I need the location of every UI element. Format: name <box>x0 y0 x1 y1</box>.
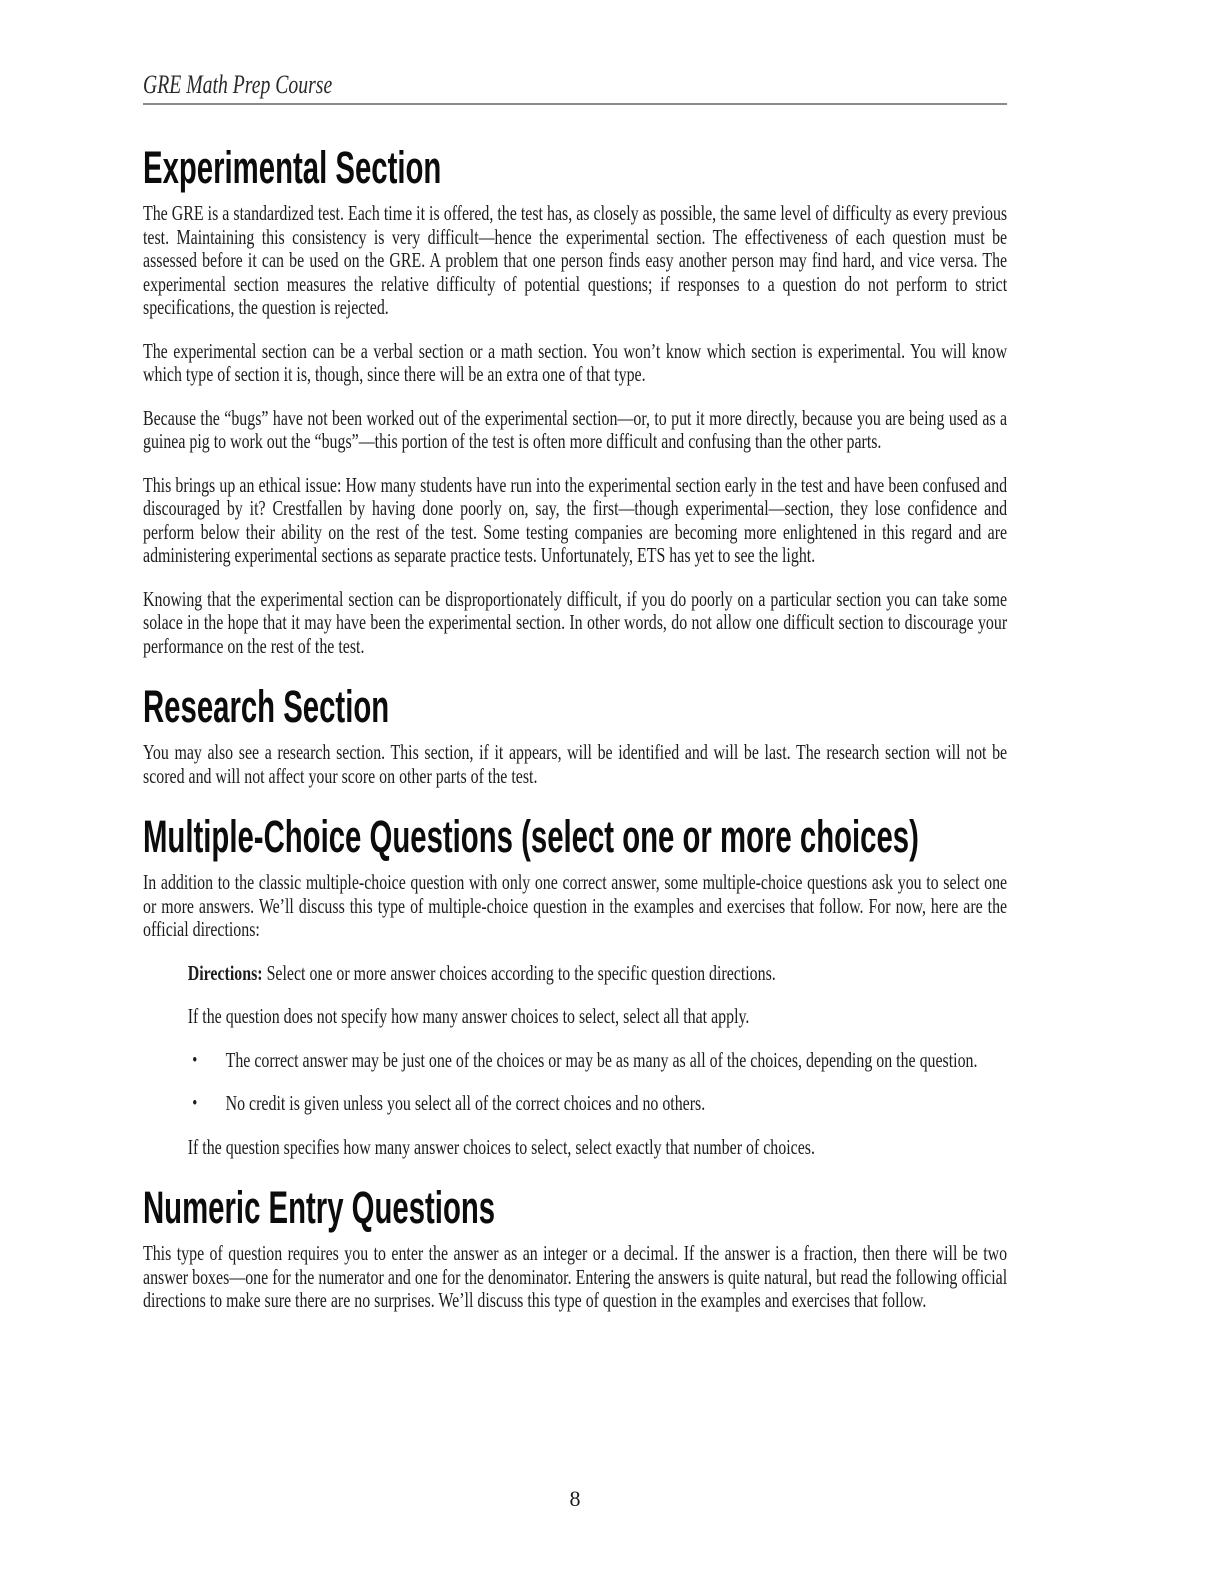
heading-multiple-choice-questions <box>143 811 1007 862</box>
heading-text: Multiple-Choice Questions (select one or more choices) <box>143 811 919 862</box>
paragraph-experimental-1: The GRE is a standardized test. Each time it is offered, the test has, as closely as possible, the same level of difficulty as every previous test. Maintaining this consistency is very difficult—hence the experimental section. The effectiveness of each question must be assessed before it can be used on the GRE. A problem that one person finds easy another person may find hard, and vice versa. The experimental section measures the relative difficulty of potential questions; if responses to a question do not perform to strict specifications, the question is rejected. <box>143 201 1008 319</box>
heading-text: Numeric Entry Questions <box>143 1182 496 1233</box>
directions-label: Directions: <box>187 960 263 985</box>
bullet-icon: • <box>192 1049 198 1071</box>
bullet-text-1: The correct answer may be just one of the choices or may be as many as all of the choices, depending on the question. <box>225 1047 978 1072</box>
bullet-text-2: No credit is given unless you select all of the correct choices and no others. <box>225 1091 706 1115</box>
heading-text: Experimental Section <box>143 142 442 193</box>
directions-text: Select one or more answer choices according to the specific question directions. <box>262 960 776 985</box>
paragraph-experimental-4: This brings up an ethical issue: How many students have run into the experimental section early in the test and have been confused and discouraged by it? Crestfallen by having done poorly on, say, the first—though experimental—section, they lose confidence and perform below their ability on the rest of the test. Some testing companies are becoming more enlightened in this regard and are administering experimental sections as separate practice tests. Unfortunately, ETS has yet to see the light. <box>143 472 1008 567</box>
paragraph-research-1: You may also see a research section. This section, if it appears, will be identified and will be last. The research section will not be scored and will not affect your score on other parts of the test. <box>143 740 1008 788</box>
paragraph-experimental-2: The experimental section can be a verbal section or a math section. You won’t know which section is experimental. You will know which type of section it is, though, since there will be an extra one of that type. <box>143 338 1008 386</box>
paragraph-mcq-note-no-specify: If the question does not specify how many answer choices to select, select all that apply. <box>187 1004 750 1028</box>
bullet-icon: • <box>192 1093 198 1114</box>
heading-text: Research Section <box>143 681 390 732</box>
paragraph-experimental-5: Knowing that the experimental section can be disproportionately difficult, if you do poorly on a particular section you can take some solace in the hope that it may have been the experimental section. In other words, do not allow one difficult section to discourage your performance on the rest of the test. <box>143 586 1008 658</box>
heading-numeric-entry-questions <box>143 1182 1007 1233</box>
page-number: 8 <box>569 1486 581 1511</box>
paragraph-experimental-3: Because the “bugs” have not been worked out of the experimental section—or, to put it more directly, because you are being used as a guinea pig to work out the “bugs”—this portion of the test is often more difficult and confusing than the other parts. <box>143 405 1008 453</box>
running-header <box>143 70 1007 105</box>
paragraph-mcq-directions <box>188 962 1007 986</box>
text-column <box>143 70 1007 1333</box>
bullet-item-1 <box>143 1049 1007 1073</box>
running-header-title: GRE Math Prep Course <box>143 70 333 99</box>
heading-experimental-section <box>143 142 1007 193</box>
paragraph-mcq-note-specifies: If the question specifies how many answer choices to select, select exactly that number of choices. <box>187 1134 815 1159</box>
paragraph-numeric-entry-1: This type of question requires you to enter the answer as an integer or a decimal. If the answer is a fraction, then there will be two answer boxes—one for the numerator and one for the denominator. Entering the answers is quite natural, but read the following official directions to make sure there are no surprises. We’ll discuss this type of question in the examples and exercises that follow. <box>143 1241 1008 1312</box>
bullet-item-2 <box>143 1092 1007 1116</box>
heading-research-section <box>143 681 1007 732</box>
paragraph-mcq-intro: In addition to the classic multiple-choice question with only one correct answer, some multiple-choice questions ask you to select one or more answers. We’ll discuss this type of multiple-choice question in the examples and exercises that follow. For now, here are the official directions: <box>143 870 1008 941</box>
